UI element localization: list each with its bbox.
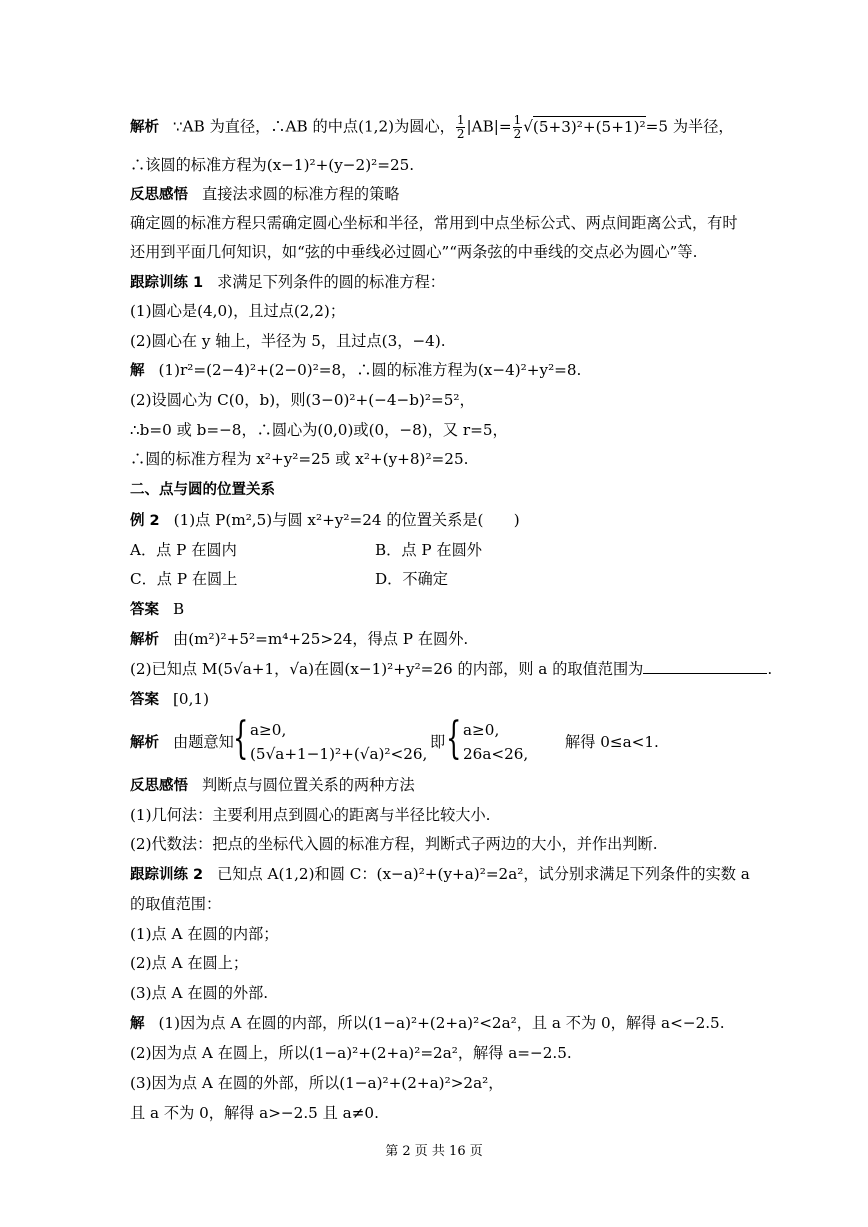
line-30: 解 (1)因为点 A 在圆的内部，所以(1−a)²+(2+a)²<2a²，且 a 不为 0，解得 a<−2.5. (130, 1014, 725, 1032)
line-22: 反思感悟 判断点与圆位置关系的两种方法 (130, 776, 415, 794)
line-25: 跟踪训练 2 已知点 A(1,2)和圆 C：(x−a)²+(y+a)²=2a²，试分别求满足下列条件的实数 a (130, 865, 750, 883)
line-9: 解 (1)r²=(2−4)²+(2−0)²=8，∴圆的标准方程为(x−4)²+y²=8. (130, 361, 582, 379)
section-heading: 二、点与圆的位置关系 (130, 482, 275, 498)
line-10: (2)设圆心为 C(0，b)，则(3−0)²+(−4−b)²=5²， (130, 391, 475, 409)
line-2: ∴该圆的标准方程为(x−1)²+(y−2)²=25. (130, 156, 415, 174)
line-27: (1)点 A 在圆的内部； (130, 925, 279, 943)
line-11: ∴b=0 或 b=−8，∴圆心为(0,0)或(0，−8)，又 r=5， (130, 421, 508, 439)
option-a: A．点 P 在圆内 (130, 541, 237, 559)
system-2-row-1: a≥0, (463, 721, 500, 739)
system-2-row-2: 26a<26, (463, 745, 529, 763)
line-32: (3)因为点 A 在圆的外部，所以(1−a)²+(2+a)²>2a²， (130, 1074, 504, 1092)
line-8: (2)圆心在 y 轴上，半径为 5，且过点(3，−4). (130, 332, 446, 350)
line-4: 确定圆的标准方程只需确定圆心坐标和半径，常用到中点坐标公式、两点间距离公式，有时 (130, 214, 738, 232)
line-28: (2)点 A 在圆上； (130, 954, 249, 972)
line-24: (2)代数法：把点的坐标代入圆的标准方程，判断式子两边的大小，并作出判断. (130, 835, 658, 853)
ji-text: 即 (430, 733, 446, 751)
system-1-row-2: (5√a+1−1)²+(√a)²<26, (250, 745, 428, 763)
line-29: (3)点 A 在圆的外部. (130, 984, 269, 1002)
line-12: ∴圆的标准方程为 x²+y²=25 或 x²+(y+8)²=25. (130, 450, 469, 468)
line-33: 且 a 不为 0，解得 a>−2.5 且 a≠0. (130, 1104, 379, 1122)
left-brace-2: { (446, 713, 462, 764)
label-jiexi: 解析 (130, 119, 159, 136)
line-7: (1)圆心是(4,0)，且过点(2,2)； (130, 302, 346, 320)
line-3: 反思感悟 直接法求圆的标准方程的策略 (130, 185, 400, 203)
line-21-label: 解析 由题意知 (130, 733, 234, 751)
line-23: (1)几何法：主要利用点到圆心的距离与半径比较大小. (130, 806, 491, 824)
fraction: $\frac{1}{2}$ (513, 113, 522, 141)
system-1-row-1: a≥0, (250, 721, 287, 739)
fraction: $\frac{1}{2}$ (456, 113, 465, 141)
line-6: 跟踪训练 1 求满足下列条件的圆的标准方程： (130, 273, 445, 291)
option-d: D．不确定 (375, 570, 448, 588)
sqrt-sign: √ (523, 117, 533, 136)
line-18: 解析 由(m²)²+5²=m⁴+25>24，得点 P 在圆外. (130, 630, 469, 648)
line-19: (2)已知点 M(5√a+1，√a)在圆(x−1)²+y²=26 的内部，则 a 的取值范围为 . (130, 660, 773, 678)
line-17: 答案 B (130, 600, 185, 618)
line-20: 答案 [0,1) (130, 690, 210, 708)
line-14: 例 2 (1)点 P(m²,5)与圆 x²+y²=24 的位置关系是( ) (130, 511, 520, 529)
option-c: C．点 P 在圆上 (130, 570, 238, 588)
page-footer: 第 2 页 共 16 页 (385, 1144, 483, 1159)
line-1: 解析 ∵AB 为直径，∴AB 的中点(1,2)为圆心， $\frac{1}{2}$ |AB|= $\frac{1}{2}$ √(5+3)²+(5+1)²=5 为半径， (130, 113, 734, 141)
answer-blank (643, 659, 767, 674)
line-31: (2)因为点 A 在圆上，所以(1−a)²+(2+a)²=2a²，解得 a=−2.5. (130, 1044, 572, 1062)
option-b: B．点 P 在圆外 (375, 541, 482, 559)
line-5: 还用到平面几何知识，如“弦的中垂线必过圆心”“两条弦的中垂线的交点必为圆心”等. (130, 243, 698, 261)
left-brace-1: { (233, 713, 249, 764)
line-26: 的取值范围： (130, 895, 222, 913)
solution-text: 解得 0≤a<1. (565, 733, 659, 751)
